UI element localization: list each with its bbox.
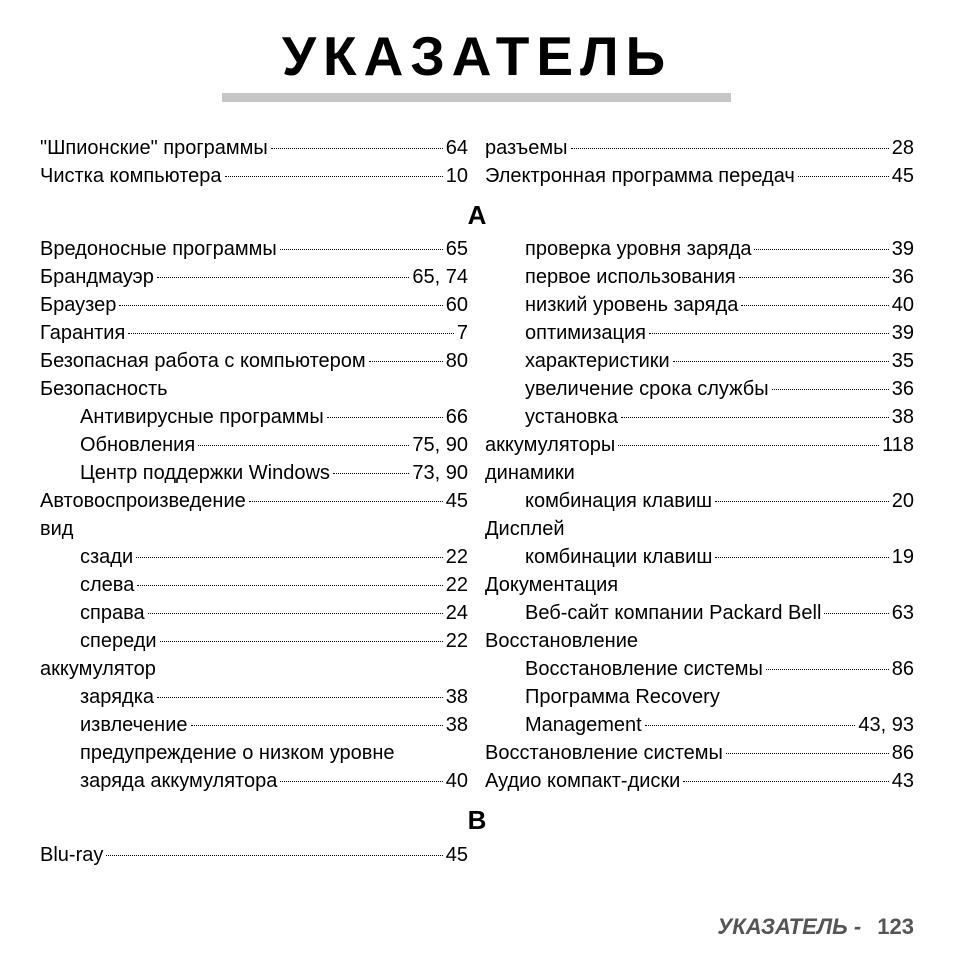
dot-leader [148,613,443,614]
entry-page-number: 38 [891,406,914,428]
entry-label: первое использования [525,266,736,288]
dot-leader [645,725,856,726]
entry-page-number: 118 [882,434,914,456]
entry-label: установка [525,406,618,428]
dot-leader [191,725,443,726]
entry-label: Электронная программа передач [485,165,795,187]
entry-label: комбинации клавиш [525,546,713,568]
entry-page-number: 45 [445,844,468,866]
page-title: УКАЗАТЕЛЬ [281,25,673,87]
entry-label: низкий уровень заряда [525,294,739,316]
entry-label: сзади [80,546,134,568]
entry-page-number: 19 [891,546,914,568]
index-entry [80,431,468,459]
index-entry [525,319,914,347]
index-entry [80,627,468,655]
index-entry [525,375,914,403]
dot-leader [119,305,442,306]
dot-leader [683,781,888,782]
dot-leader [327,417,443,418]
dot-leader [271,148,443,149]
entry-page-number: 45 [445,490,468,512]
entry-label: оптимизация [525,322,646,344]
dot-leader [106,855,442,856]
index-entry [525,347,914,375]
index-entry [525,543,914,571]
entry-page-number: 24 [445,602,468,624]
entry-label: Веб-сайт компании Packard Bell [525,602,822,624]
entry-page-number: 80 [445,350,468,372]
entry-label: Восстановление [485,630,638,652]
entry-label: Автовоспроизведение [40,490,246,512]
entry-page-number: 38 [445,686,468,708]
entry-label: "Шпионские" программы [40,137,268,159]
entry-page-number: 86 [891,658,914,680]
index-entry [80,543,468,571]
entry-label: Восстановление системы [525,658,763,680]
index-entry [40,375,468,403]
entry-page-number: 36 [891,266,914,288]
entry-label: зарядка [80,686,155,708]
entry-page-number: 10 [445,165,468,187]
index-entry [525,487,914,515]
dot-leader [136,557,443,558]
entry-label: Обновления [80,434,196,456]
entry-page-number: 22 [445,630,468,652]
entry-label: Чистка компьютера [40,165,222,187]
index-entry [485,134,914,162]
entry-page-number: 45 [891,165,914,187]
index-entry [525,403,914,431]
dot-leader [715,557,888,558]
entry-page-number: 28 [891,137,914,159]
entry-label: Безопасная работа с компьютером [40,350,366,372]
entry-label: аккумулятор [40,658,156,680]
index-entry [80,683,468,711]
index-entry [485,515,914,543]
entry-label: слева [80,574,135,596]
index-entry [40,319,468,347]
index-entry [80,739,468,767]
dot-leader [741,305,888,306]
entry-label: справа [80,602,145,624]
dot-leader [571,148,889,149]
entry-label: комбинация клавиш [525,490,713,512]
entry-page-number: 86 [891,742,914,764]
index-entry [80,403,468,431]
entry-label: предупреждение о низком уровне [80,742,395,764]
entry-label: Безопасность [40,378,168,400]
entry-label: увеличение срока службы [525,378,769,400]
dot-leader [160,641,443,642]
dot-leader [739,277,889,278]
entry-page-number: 36 [891,378,914,400]
entry-label: Браузер [40,294,117,316]
index-entry [80,711,468,739]
dot-leader [280,781,442,782]
dot-leader [249,501,443,502]
entry-page-number: 73, 90 [412,462,468,484]
index-entry [525,263,914,291]
index-entry [525,599,914,627]
entry-label: Вредоносные программы [40,238,277,260]
index-entry [525,711,914,739]
footer-title: УКАЗАТЕЛЬ - [717,914,862,939]
index-entry [485,459,914,487]
entry-label: аккумуляторы [485,434,616,456]
footer-page-number: 123 [877,914,914,939]
entry-label: извлечение [80,714,188,736]
entry-page-number: 65, 74 [412,266,468,288]
index-entry [525,235,914,263]
entry-label: Гарантия [40,322,126,344]
index-entry [80,459,468,487]
index-entry [485,767,914,795]
entry-label: вид [40,518,74,540]
entry-page-number: 66 [445,406,468,428]
entry-label: Восстановление системы [485,742,723,764]
index-entry [525,655,914,683]
entry-page-number: 43, 93 [858,714,914,736]
dot-leader [715,501,889,502]
index-entry [525,291,914,319]
entry-page-number: 43 [891,770,914,792]
entry-label: Центр поддержки Windows [80,462,330,484]
dot-leader [157,277,410,278]
index-entry [40,263,468,291]
entry-label: Blu-ray [40,844,104,866]
entry-page-number: 40 [445,770,468,792]
dot-leader [128,333,454,334]
index-entry [40,487,468,515]
entry-label: проверка уровня заряда [525,238,752,260]
section-header-a: A [467,200,487,230]
entry-label: спереди [80,630,157,652]
dot-leader [198,445,409,446]
entry-label: Антивирусные программы [80,406,324,428]
dot-leader [369,361,443,362]
index-entry [40,134,468,162]
entry-label: Документация [485,574,619,596]
index-entry [40,655,468,683]
dot-leader [157,697,443,698]
index-entry [485,162,914,190]
index-entry [80,599,468,627]
entry-label: Аудио компакт-диски [485,770,681,792]
entry-label: Программа Recovery [525,686,720,708]
entry-page-number: 64 [445,137,468,159]
dot-leader [137,585,442,586]
dot-leader [726,753,889,754]
entry-label: Management [525,714,642,736]
entry-page-number: 7 [456,322,468,344]
section-header-b: B [467,805,487,835]
dot-leader [280,249,443,250]
dot-leader [772,389,889,390]
index-entry [40,841,468,869]
index-entry [525,683,914,711]
index-entry [40,162,468,190]
entry-label: динамики [485,462,575,484]
index-entry [40,347,468,375]
dot-leader [618,445,879,446]
entry-page-number: 38 [445,714,468,736]
entry-page-number: 75, 90 [412,434,468,456]
dot-leader [649,333,889,334]
entry-label: Дисплей [485,518,565,540]
index-entry [80,571,468,599]
index-entry [485,739,914,767]
index-entry [40,235,468,263]
dot-leader [621,417,889,418]
title-underline [222,93,731,102]
page-footer [717,914,914,940]
entry-page-number: 39 [891,322,914,344]
entry-page-number: 40 [891,294,914,316]
dot-leader [798,176,889,177]
entry-page-number: 63 [891,602,914,624]
index-entry [80,767,468,795]
entry-label: заряда аккумулятора [80,770,278,792]
entry-label: разъемы [485,137,568,159]
entry-page-number: 39 [891,238,914,260]
index-entry [485,431,914,459]
entry-page-number: 60 [445,294,468,316]
entry-page-number: 65 [445,238,468,260]
entry-page-number: 20 [891,490,914,512]
entry-page-number: 22 [445,574,468,596]
entry-page-number: 35 [891,350,914,372]
dot-leader [754,249,888,250]
entry-label: характеристики [525,350,670,372]
dot-leader [333,473,409,474]
index-entry [485,571,914,599]
dot-leader [225,176,443,177]
dot-leader [824,613,888,614]
index-entry [40,291,468,319]
index-entry [40,515,468,543]
dot-leader [766,669,889,670]
index-entry [485,627,914,655]
dot-leader [673,361,889,362]
entry-label: Брандмауэр [40,266,154,288]
entry-page-number: 22 [445,546,468,568]
